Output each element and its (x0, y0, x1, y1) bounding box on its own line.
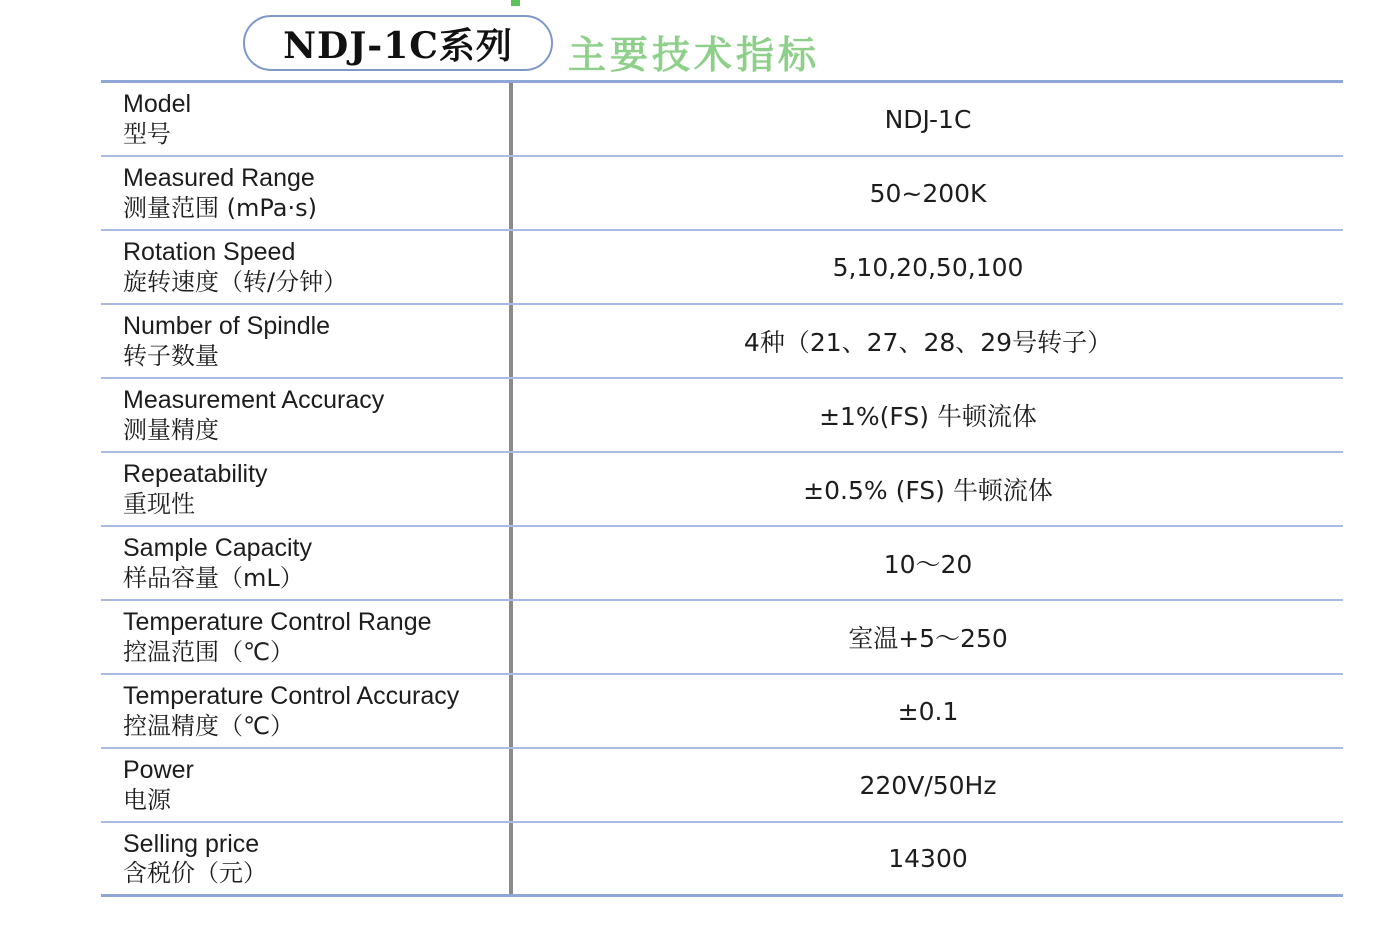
model-series-badge (243, 15, 553, 71)
spec-label-zh: 含税价（元） (123, 859, 267, 888)
spec-label-cell (101, 823, 513, 894)
spec-label-zh: 电源 (123, 785, 171, 814)
spec-label-cell (101, 305, 513, 377)
spec-value: 10～20 (883, 550, 973, 579)
spec-label-en: Power (123, 756, 194, 785)
spec-label-en: Number of Spindle (123, 312, 331, 341)
spec-label-en: Model (123, 90, 192, 119)
spec-row-selling-price (101, 823, 1343, 897)
spec-value: 室温+5～250 (848, 624, 1008, 653)
spec-label-zh: 控温精度（℃） (123, 711, 294, 740)
spec-row-repeatability (101, 453, 1343, 527)
spec-label-zh: 重现性 (123, 489, 195, 518)
spec-value: 4种（21、27、28、29号转子） (743, 328, 1113, 357)
spec-value: ±0.5% (FS) 牛顿流体 (803, 476, 1053, 505)
spec-label-cell (101, 601, 513, 673)
spec-row-measurement-accuracy (101, 379, 1343, 453)
spec-row-rotation-speed (101, 231, 1343, 305)
spec-label-zh: 样品容量（mL） (123, 563, 304, 592)
spec-label-zh: 测量精度 (123, 415, 219, 444)
spec-value: ±1%(FS) 牛顿流体 (819, 402, 1037, 431)
spec-row-sample-capacity (101, 527, 1343, 601)
spec-value: 5,10,20,50,100 (832, 252, 1024, 282)
section-subtitle: 主要技术指标 (568, 33, 821, 77)
spec-row-temperature-control-range (101, 601, 1343, 675)
spec-label-zh: 测量范围 (mPa·s) (123, 193, 317, 222)
spec-value: 50~200K (869, 178, 987, 208)
spec-value: 220V/50Hz (859, 770, 997, 800)
spec-label-cell (101, 379, 513, 451)
spec-row-model (101, 83, 1343, 157)
spec-label-en: Selling price (123, 829, 260, 858)
spec-label-en: Temperature Control Accuracy (123, 682, 460, 711)
spec-label-cell (101, 83, 513, 155)
spec-label-cell (101, 675, 513, 747)
spec-value: ±0.1 (897, 696, 959, 726)
spec-label-en: Temperature Control Range (123, 608, 432, 637)
spec-label-zh: 转子数量 (123, 341, 219, 370)
spec-label-cell (101, 527, 513, 599)
spec-label-zh: 型号 (123, 119, 171, 148)
spec-label-zh: 控温范围（℃） (123, 637, 294, 666)
spec-row-number-of-spindle (101, 305, 1343, 379)
spec-table (101, 80, 1343, 897)
spec-label-en: Repeatability (123, 460, 268, 489)
spec-label-en: Sample Capacity (123, 534, 312, 563)
model-series-title: NDJ-1C系列 (283, 24, 513, 67)
spec-value: 14300 (888, 844, 968, 873)
spec-label-cell (101, 749, 513, 821)
spec-label-cell (101, 453, 513, 525)
spec-label-cell (101, 231, 513, 303)
spec-label-cell (101, 157, 513, 229)
spec-label-zh: 旋转速度（转/分钟） (123, 267, 348, 296)
spec-label-en: Rotation Speed (123, 238, 296, 267)
spec-value: NDJ-1C (884, 104, 972, 134)
top-accent-mark (511, 0, 520, 6)
spec-row-power (101, 749, 1343, 823)
spec-row-temperature-control-accuracy (101, 675, 1343, 749)
spec-row-measured-range (101, 157, 1343, 231)
spec-label-en: Measured Range (123, 164, 315, 193)
spec-label-en: Measurement Accuracy (123, 386, 385, 415)
